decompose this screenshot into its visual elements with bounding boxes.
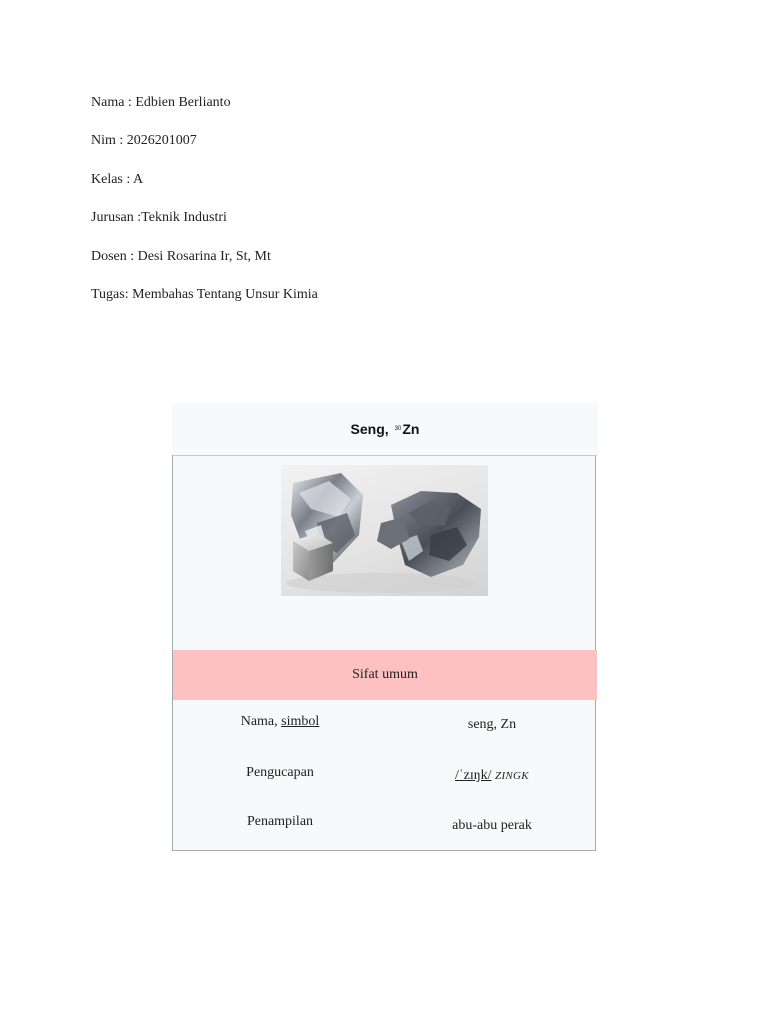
section-general-properties: Sifat umum [173,650,597,700]
student-name: Nama : Edbien Berlianto [91,95,231,110]
assignment-topic: Tugas: Membahas Tentang Unsur Kimia [91,287,318,302]
row-name-symbol-value: seng, Zn [467,717,517,732]
label-text: Nama, [240,714,282,729]
row-appearance-value: abu-abu perak [452,818,532,833]
row-appearance-label: Penampilan [246,814,314,829]
infobox-title-name: Seng, [350,421,389,437]
student-nim: Nim : 2026201007 [91,133,197,148]
infobox-title [173,403,597,456]
lecturer: Dosen : Desi Rosarina Ir, St, Mt [91,249,271,264]
element-infobox [172,403,596,851]
ipa-link[interactable]: /ˈzɪŋk/ [455,768,492,783]
row-pronunciation-label: Pengucapan [246,765,314,780]
respelling: ZINGK [495,770,529,782]
student-class: Kelas : A [91,172,144,187]
row-pronunciation-value [387,767,597,785]
zinc-sample-image [281,465,488,596]
symbol-link[interactable]: simbol [281,714,320,729]
student-major: Jurusan :Teknik Industri [91,210,227,225]
infobox-atomic-number: 30 [394,426,402,432]
row-name-symbol-label [173,713,387,731]
infobox-title-symbol: Zn [402,421,420,437]
